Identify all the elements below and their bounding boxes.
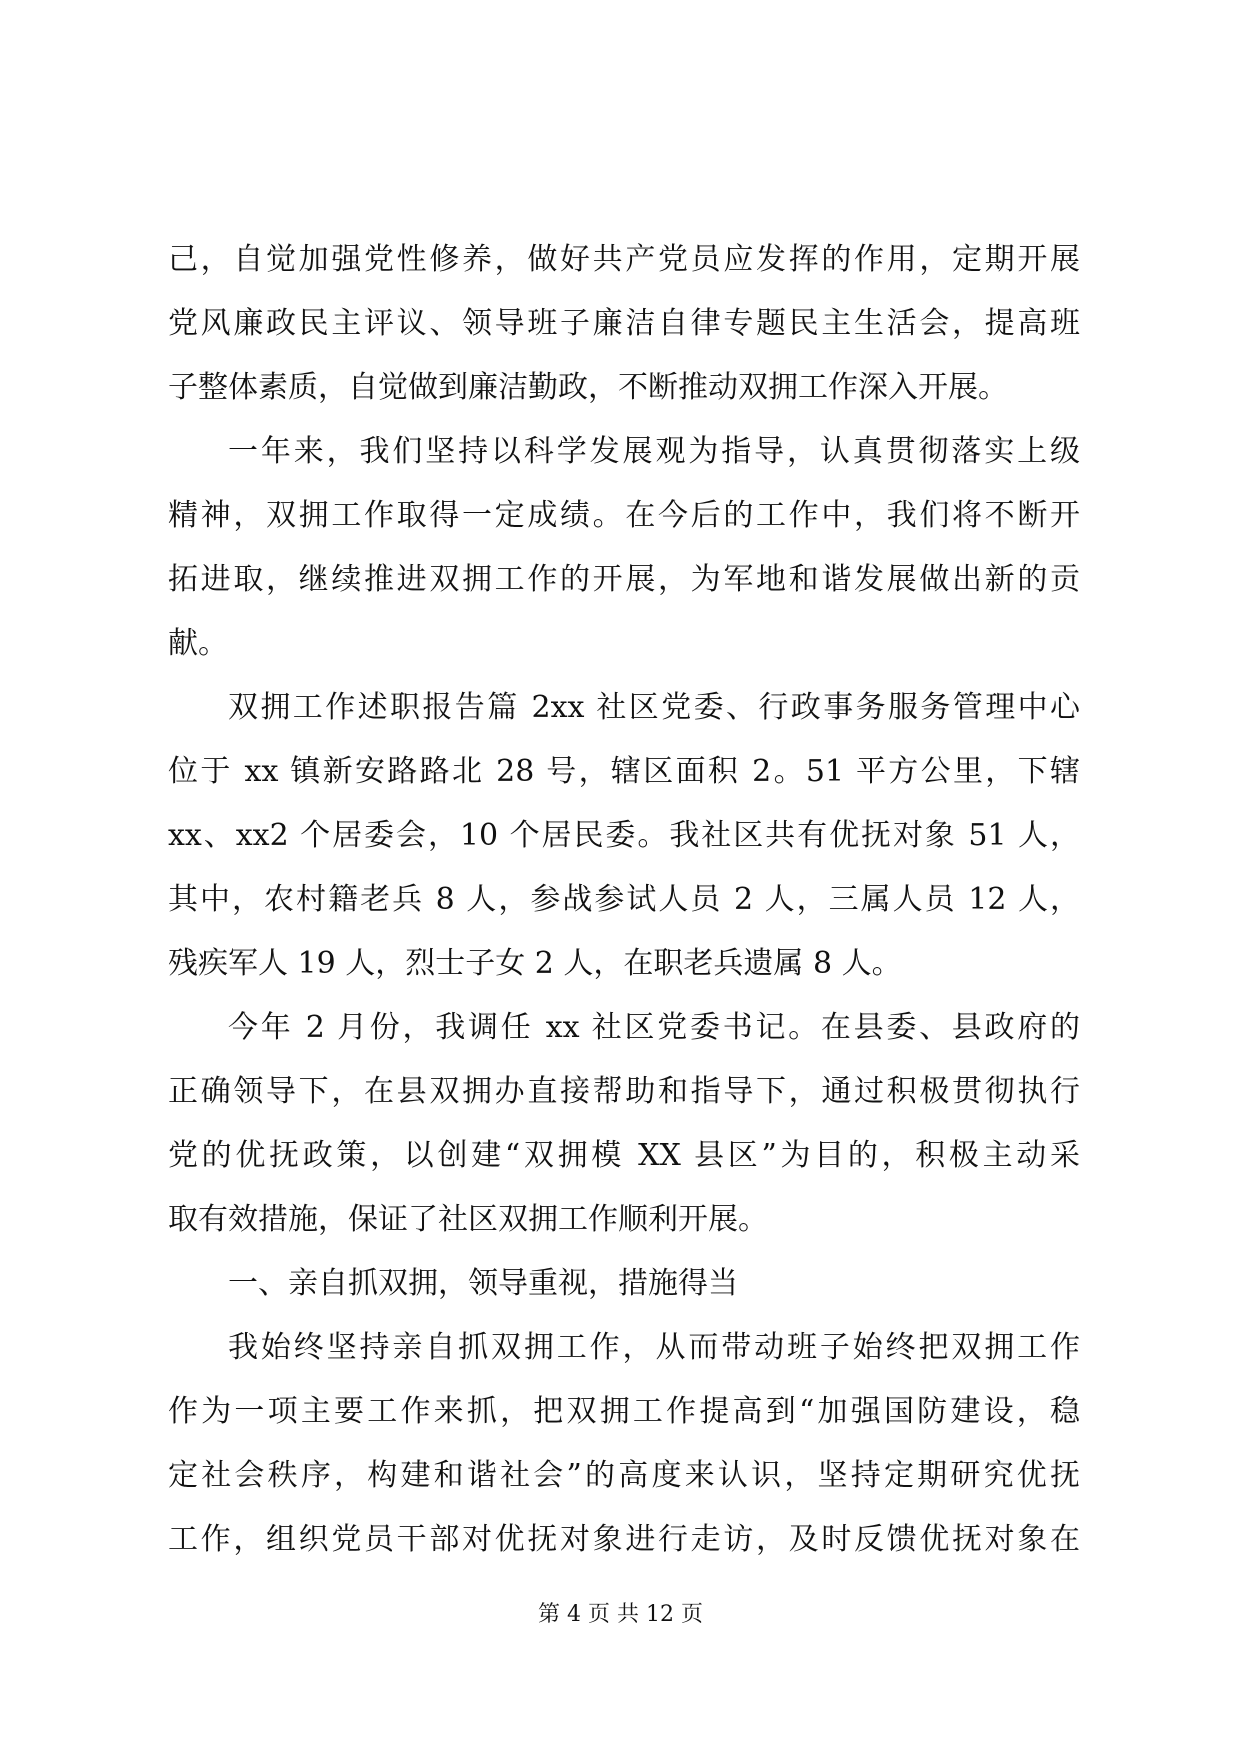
text-line: 我始终坚持亲自抓双拥工作，从而带动班子始终把双拥工作 [228, 1330, 1080, 1365]
text-line: xx、xx2 个居委会，10 个居民委。我社区共有优抚对象 51 人， [168, 818, 1080, 853]
text-line: 党风廉政民主评议、领导班子廉洁自律专题民主生活会，提高班 [168, 306, 1080, 341]
text-line: 定社会秩序，构建和谐社会”的高度来认识，坚持定期研究优抚 [168, 1458, 1080, 1493]
text-line: 残疾军人 19 人，烈士子女 2 人，在职老兵遗属 8 人。 [168, 946, 902, 981]
text-line: 双拥工作述职报告篇 2xx 社区党委、行政事务服务管理中心 [228, 690, 1080, 725]
text-line: 正确领导下，在县双拥办直接帮助和指导下，通过积极贯彻执行 [168, 1074, 1080, 1109]
text-line: 作为一项主要工作来抓，把双拥工作提高到“加强国防建设，稳 [168, 1394, 1080, 1429]
text-line: 一年来，我们坚持以科学发展观为指导，认真贯彻落实上级 [228, 434, 1080, 469]
text-line: 精神，双拥工作取得一定成绩。在今后的工作中，我们将不断开 [168, 498, 1080, 533]
text-line: 献。 [168, 626, 228, 661]
text-line: 取有效措施，保证了社区双拥工作顺利开展。 [168, 1202, 768, 1237]
text-line: 党的优抚政策，以创建“双拥模 XX 县区”为目的，积极主动采 [168, 1138, 1080, 1173]
document-body [168, 228, 1080, 1572]
text-line: 今年 2 月份，我调任 xx 社区党委书记。在县委、县政府的 [228, 1010, 1080, 1045]
text-line: 拓进取，继续推进双拥工作的开展，为军地和谐发展做出新的贡 [168, 562, 1080, 597]
section-heading: 一、亲自抓双拥，领导重视，措施得当 [228, 1266, 738, 1301]
text-line: 工作，组织党员干部对优抚对象进行走访，及时反馈优抚对象在 [168, 1522, 1080, 1557]
text-line: 己，自觉加强党性修养，做好共产党员应发挥的作用，定期开展 [168, 242, 1080, 277]
text-line: 位于 xx 镇新安路路北 28 号，辖区面积 2。51 平方公里，下辖 [168, 754, 1080, 789]
text-line: 其中，农村籍老兵 8 人，参战参试人员 2 人，三属人员 12 人， [168, 882, 1080, 917]
text-line: 子整体素质，自觉做到廉洁勤政，不断推动双拥工作深入开展。 [168, 370, 1008, 405]
page-number-footer: 第 4 页 共 12 页 [538, 1602, 703, 1627]
